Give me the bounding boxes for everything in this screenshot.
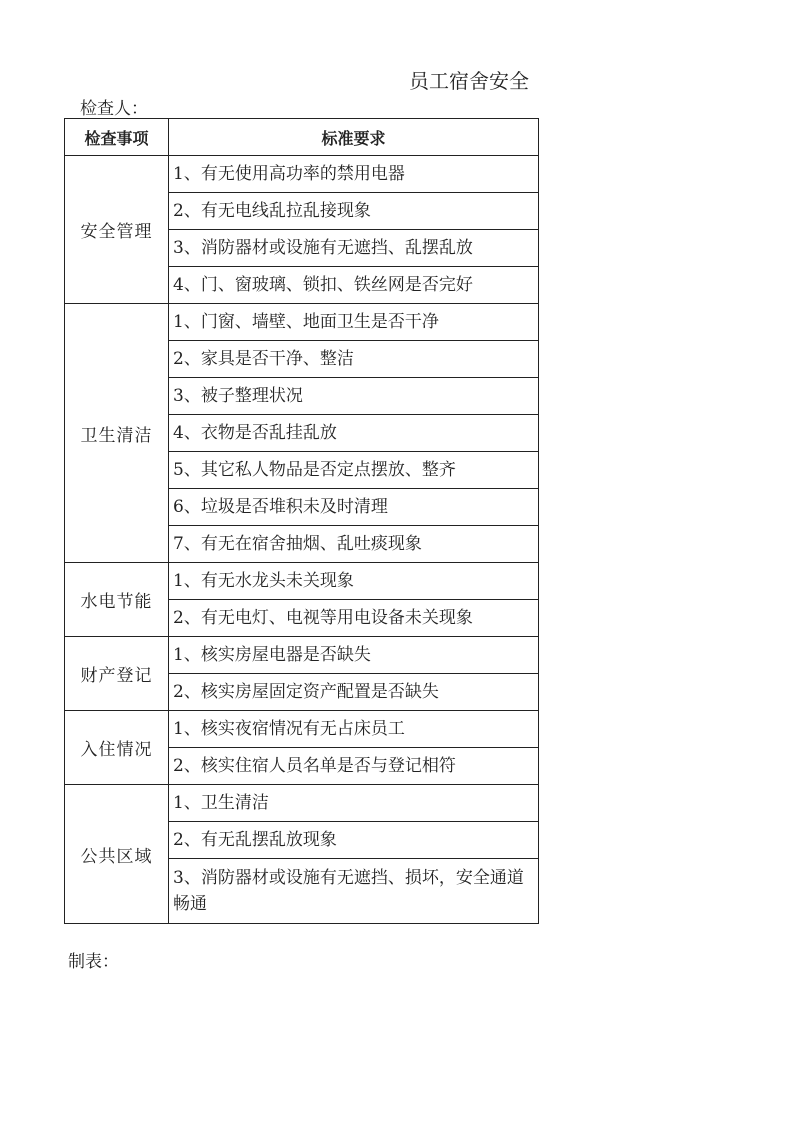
maker-label: 制表： [68,952,119,972]
table-row [65,711,539,748]
header-row [65,119,539,156]
category-hygiene: 卫生清洁 [65,304,169,563]
requirement-cell: 1、卫生清洁 [169,785,539,822]
inspector-label: 检查人： [80,99,148,119]
header-inspection-item: 检查事项 [65,119,169,156]
category-safety: 安全管理 [65,156,169,304]
requirement-cell: 3、被子整理状况 [169,378,539,415]
requirement-cell: 4、衣物是否乱挂乱放 [169,415,539,452]
requirement-cell: 6、垃圾是否堆积未及时清理 [169,489,539,526]
requirement-cell: 3、消防器材或设施有无遮挡、乱摆乱放 [169,230,539,267]
requirement-cell: 5、其它私人物品是否定点摆放、整齐 [169,452,539,489]
requirement-cell: 1、核实夜宿情况有无占床员工 [169,711,539,748]
requirement-cell: 1、门窗、墙壁、地面卫生是否干净 [169,304,539,341]
requirement-cell: 2、家具是否干净、整洁 [169,341,539,378]
requirement-cell: 3、消防器材或设施有无遮挡、损坏，安全通道畅通 [169,859,539,924]
requirement-cell: 7、有无在宿舍抽烟、乱吐痰现象 [169,526,539,563]
page-title: 员工宿舍安全 [409,69,529,93]
requirement-cell: 1、有无水龙头未关现象 [169,563,539,600]
requirement-cell: 2、核实房屋固定资产配置是否缺失 [169,674,539,711]
requirement-cell: 4、门、窗玻璃、锁扣、铁丝网是否完好 [169,267,539,304]
category-energy: 水电节能 [65,563,169,637]
table-row [65,637,539,674]
inspection-table [64,118,539,924]
category-occupancy: 入住情况 [65,711,169,785]
table-row [65,156,539,193]
requirement-cell: 1、核实房屋电器是否缺失 [169,637,539,674]
header-standard-requirement: 标准要求 [169,119,539,156]
requirement-cell: 2、有无乱摆乱放现象 [169,822,539,859]
table-row [65,785,539,822]
requirement-cell: 2、有无电线乱拉乱接现象 [169,193,539,230]
table-row [65,304,539,341]
requirement-cell: 2、有无电灯、电视等用电设备未关现象 [169,600,539,637]
category-public-area: 公共区域 [65,785,169,924]
requirement-cell: 2、核实住宿人员名单是否与登记相符 [169,748,539,785]
table-row [65,563,539,600]
category-property: 财产登记 [65,637,169,711]
requirement-cell: 1、有无使用高功率的禁用电器 [169,156,539,193]
